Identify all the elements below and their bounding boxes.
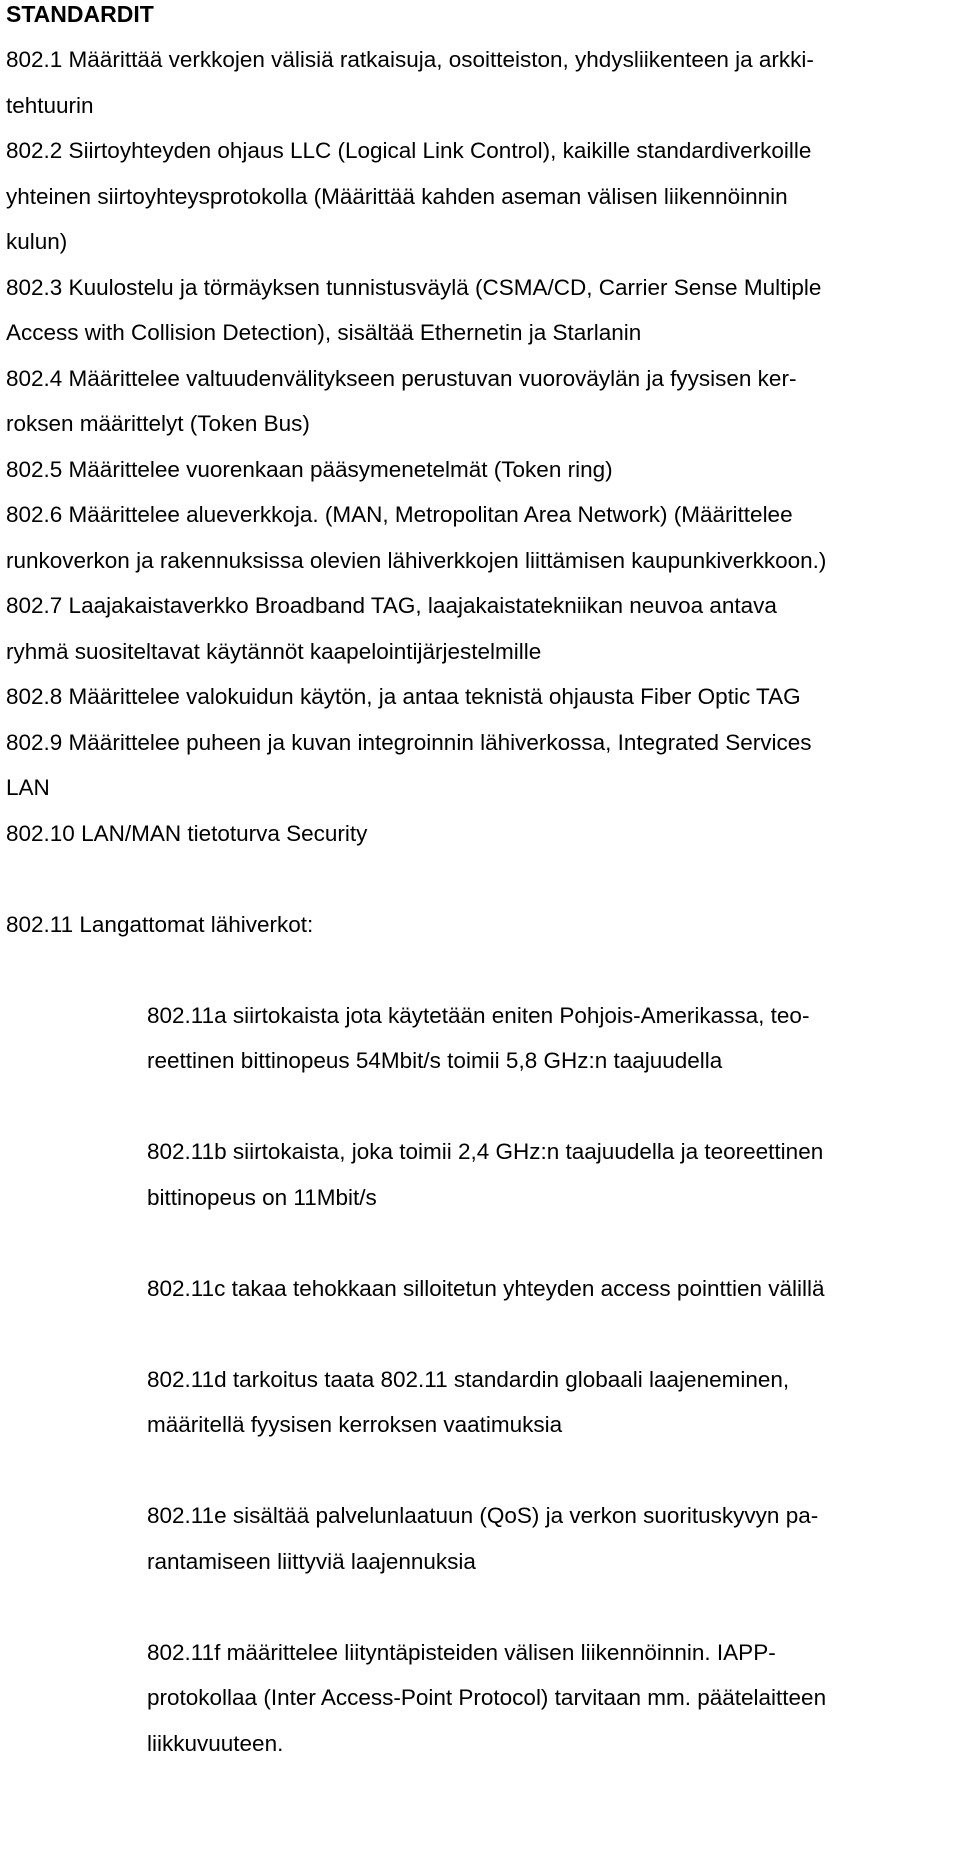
standard-802-7: 802.7 Laajakaistaverkko Broadband TAG, laajakaistatekniikan neuvoa antava ryhmä suositeltavat käytännöt kaapelointijärjestelmille <box>6 593 777 664</box>
standard-802-3: 802.3 Kuulostelu ja törmäyksen tunnistusväylä (CSMA/CD, Carrier Sense Multiple Access with Collision Detection), sisältää Ethernetin ja Starlanin <box>6 274 822 345</box>
standard-802-1: 802.1 Määrittää verkkojen välisiä ratkaisuja, osoitteiston, yhdysliikenteen ja arkki- tehtuurin <box>6 47 814 118</box>
standard-802-11d: 802.11d tarkoitus taata 802.11 standardin globaali laajeneminen, määritellä fyysisen kerroksen vaatimuksia <box>147 1366 790 1437</box>
standard-802-11 <box>6 856 956 1857</box>
standard-802-11f: 802.11f määrittelee liityntäpisteiden välisen liikennöinnin. IAPP- protokollaa (Inter Access-Point Protocol) tarvitaan mm. päätelaitteen liikkuvuuteen. <box>147 1639 827 1756</box>
standard-802-11b: 802.11b siirtokaista, joka toimii 2,4 GHz:n taajuudella ja teoreettinen bittinopeus on 11Mbit/s <box>147 1139 824 1210</box>
standard-802-8: 802.8 Määrittelee valokuidun käytön, ja antaa teknistä ohjausta Fiber Optic TAG <box>6 684 801 709</box>
standards-list <box>6 37 956 1857</box>
standard-802-10: 802.10 LAN/MAN tietoturva Security <box>6 820 368 846</box>
standard-802-11a: 802.11a siirtokaista jota käytetään eniten Pohjois-Amerikassa, teo- reettinen bittinopeus 54Mbit/s toimii 5,8 GHz:n taajuudella <box>147 1002 810 1073</box>
standard-802-11c: 802.11c takaa tehokkaan silloitetun yhteyden access pointtien välillä <box>147 1275 825 1301</box>
standard-802-5: 802.5 Määrittelee vuorenkaan pääsymenetelmät (Token ring) <box>6 456 613 482</box>
standard-802-11e: 802.11e sisältää palvelunlaatuun (QoS) ja verkon suorituskyvyn pa- rantamiseen liittyviä laajennuksia <box>147 1503 819 1574</box>
standard-802-9: 802.9 Määrittelee puheen ja kuvan integroinnin lähiverkossa, Integrated Services LAN <box>6 729 812 800</box>
standard-802-2: 802.2 Siirtoyhteyden ohjaus LLC (Logical Link Control), kaikille standardiverkoille yhteinen siirtoyhteysprotokolla (Määrittää kahden aseman välisen liikennöinnin kulun) <box>6 138 812 254</box>
standard-802-11-label: 802.11 Langattomat lähiverkot: <box>6 911 314 937</box>
standard-802-4: 802.4 Määrittelee valtuudenvälitykseen perustuvan vuoroväylän ja fyysisen ker- roksen määrittelyt (Token Bus) <box>6 365 797 436</box>
wireless-standards-sublist <box>6 947 947 1812</box>
document-heading: STANDARDIT <box>6 1 154 27</box>
standard-802-6: 802.6 Määrittelee alueverkkoja. (MAN, Metropolitan Area Network) (Määrittelee runkoverkon ja rakennuksissa olevien lähiverkkojen liittämisen kaupunkiverkkoon.) <box>6 502 827 573</box>
